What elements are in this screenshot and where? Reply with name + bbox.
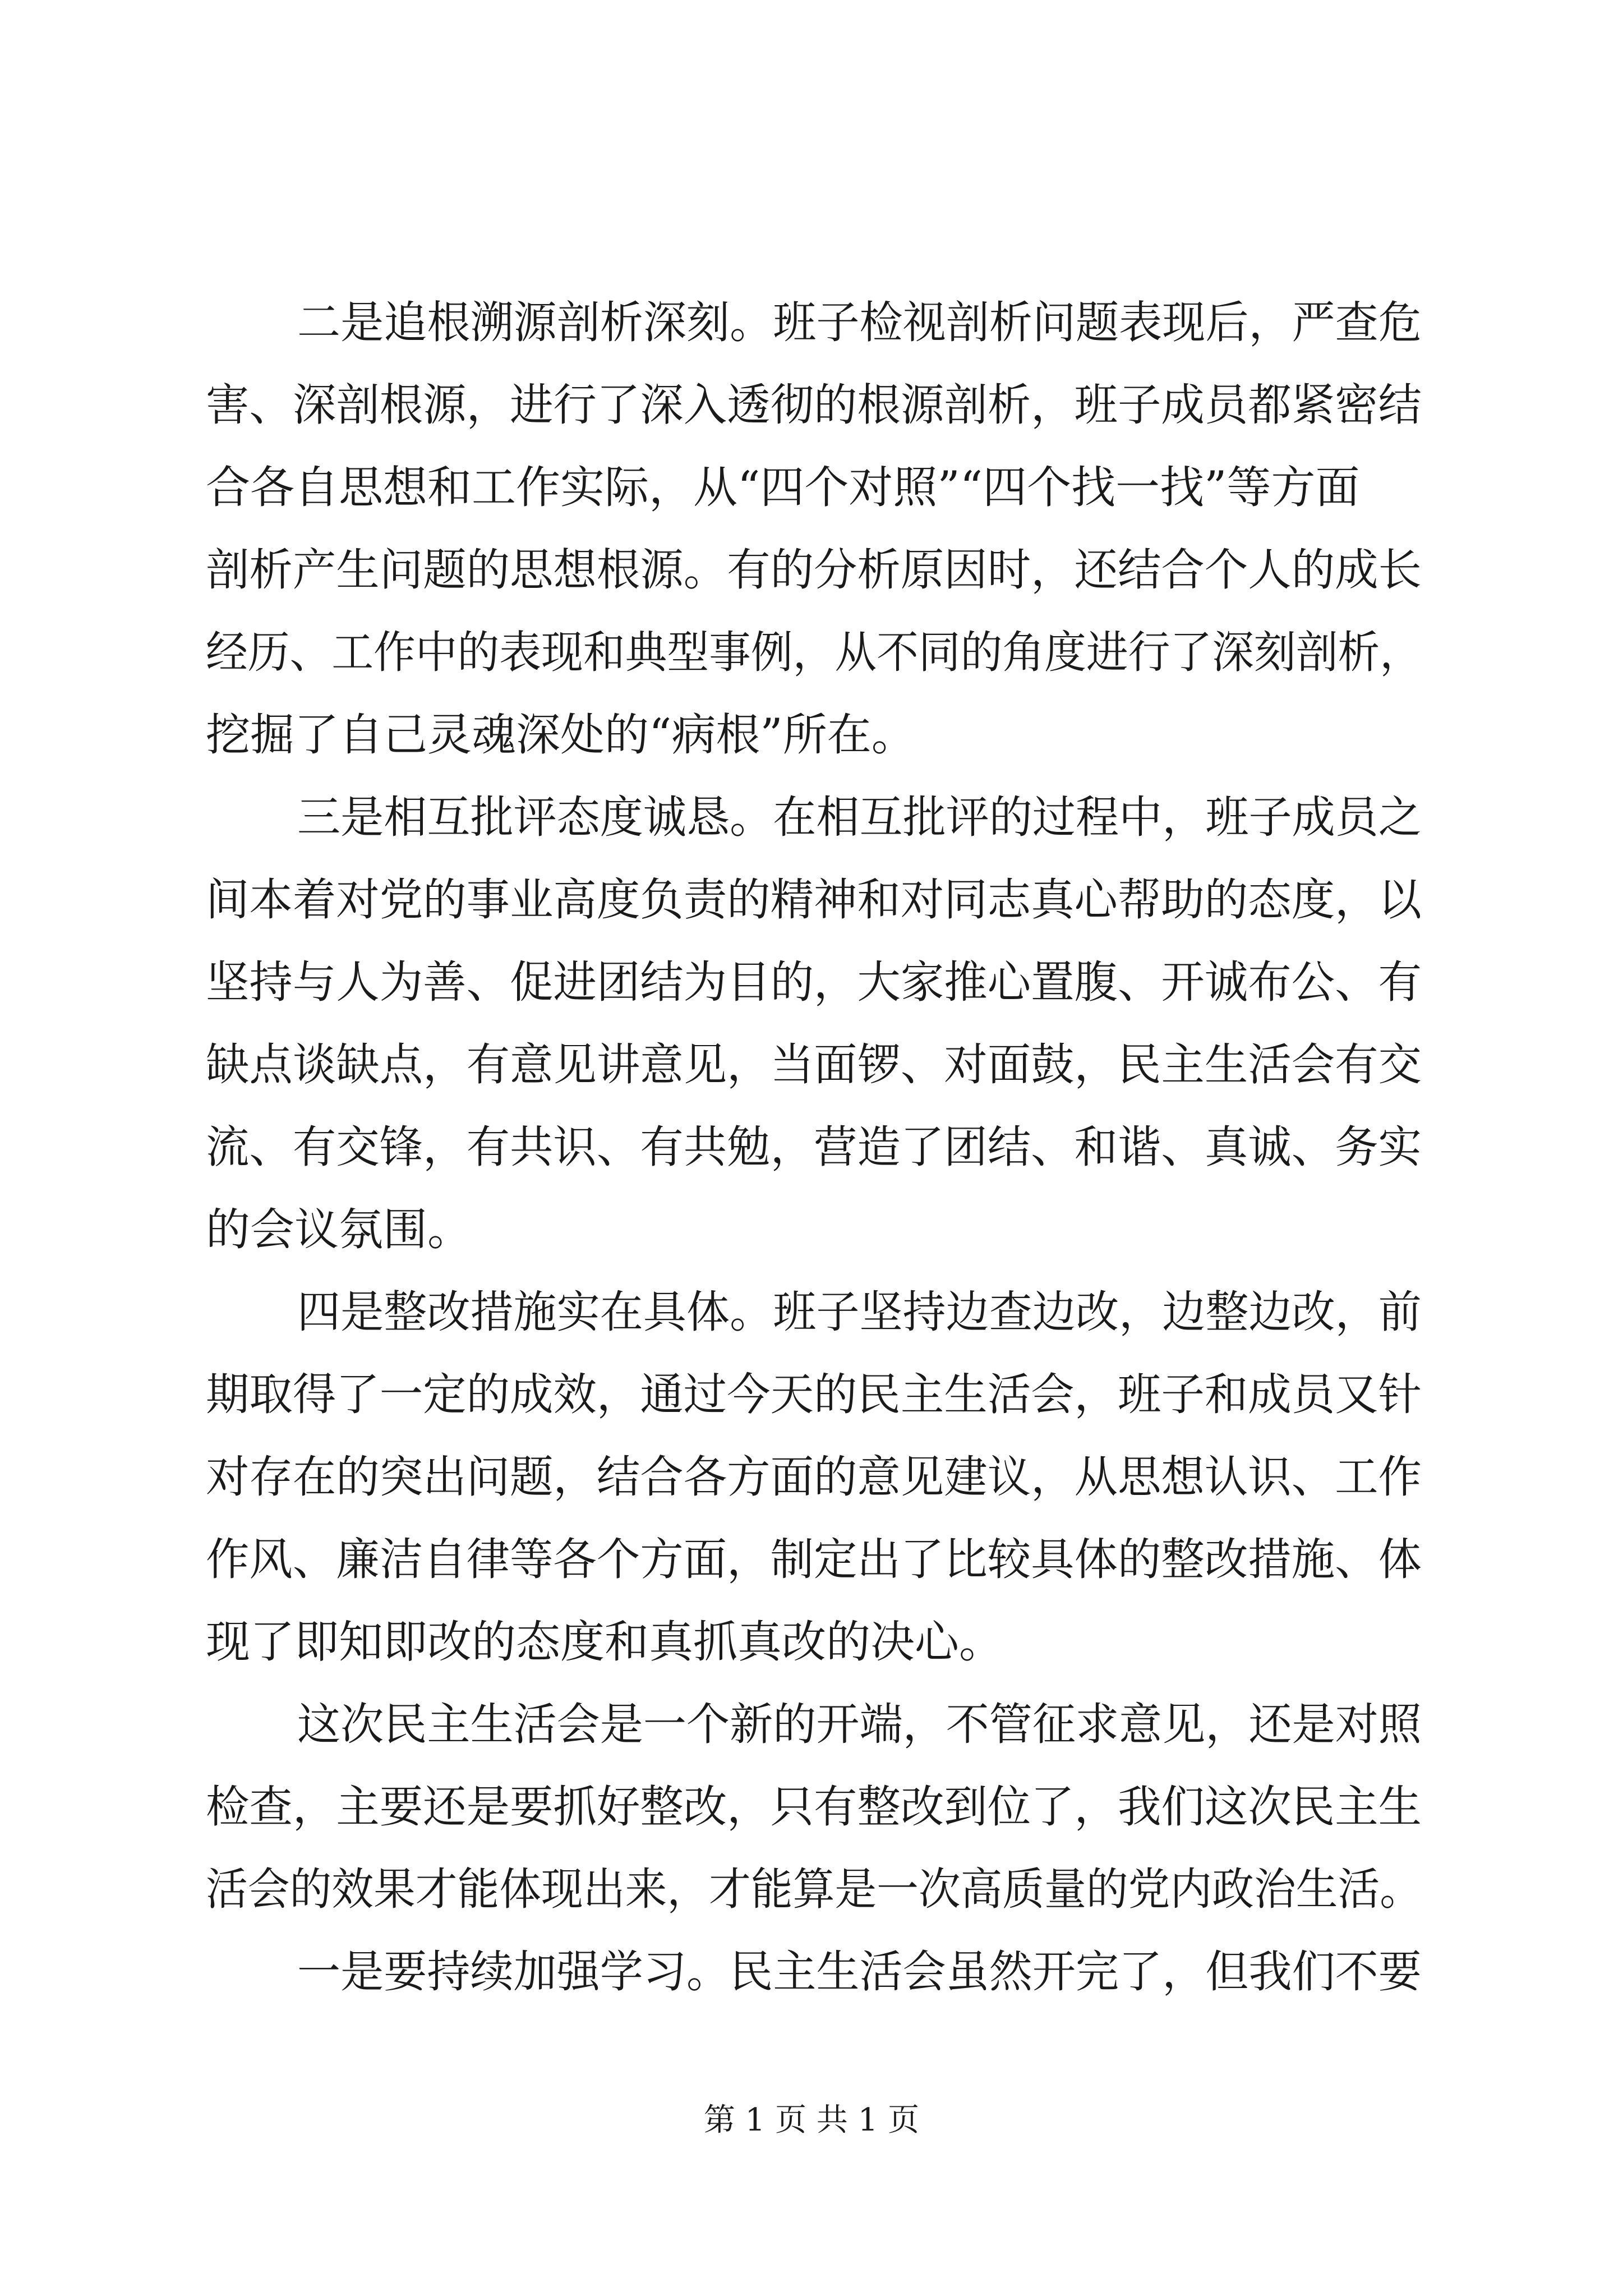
text-line: 流、有交锋，有共识、有共勉，营造了团结、和谐、真诚、务实 [206, 1121, 1422, 1173]
text-line: 二是追根溯源剖析深刻。班子检视剖析问题表现后，严查危 [297, 297, 1422, 348]
text-line: 的会议氛围。 [206, 1204, 472, 1255]
text-line: 间本着对党的事业高度负责的精神和对同志真心帮助的态度，以 [206, 874, 1422, 926]
text-line: 四是整改措施实在具体。班子坚持边查边改，边整边改，前 [297, 1286, 1422, 1338]
text-line: 经历、工作中的表现和典型事例，从不同的角度进行了深刻剖析， [206, 627, 1422, 678]
text-line: 活会的效果才能体现出来，才能算是一次高质量的党内政治生活。 [206, 1864, 1422, 1915]
text-line: 坚持与人为善、促进团结为目的，大家推心置腹、开诚布公、有 [206, 956, 1422, 1008]
text-line: 现了即知即改的态度和真抓真改的决心。 [206, 1616, 1003, 1668]
text-line: 检查，主要还是要抓好整改，只有整改到位了，我们这次民主生 [206, 1781, 1422, 1833]
page-footer [0, 2101, 1623, 2140]
text-line: 合各自思想和工作实际，从“四个对照”“四个找一找”等方面 [206, 462, 1360, 513]
text-line: 这次民主生活会是一个新的开端，不管征求意见，还是对照 [297, 1699, 1422, 1750]
text-line: 三是相互批评态度诚恳。在相互批评的过程中，班子成员之 [297, 792, 1422, 843]
page-number: 第 1 页 共 1 页 [703, 2102, 920, 2138]
text-line: 害、深剖根源，进行了深入透彻的根源剖析，班子成员都紧密结 [206, 379, 1422, 431]
text-line: 一是要持续加强学习。民主生活会虽然开完了，但我们不要 [297, 1946, 1422, 1998]
text-line: 缺点谈缺点，有意见讲意见，当面锣、对面鼓，民主生活会有交 [206, 1039, 1422, 1091]
text-line: 作风、廉洁自律等各个方面，制定出了比较具体的整改措施、体 [206, 1534, 1422, 1585]
text-line: 期取得了一定的成效，通过今天的民主生活会，班子和成员又针 [206, 1369, 1422, 1420]
text-line: 挖掘了自己灵魂深处的“病根”所在。 [206, 709, 916, 761]
text-line: 对存在的突出问题，结合各方面的意见建议，从思想认识、工作 [206, 1451, 1422, 1503]
text-line: 剖析产生问题的思想根源。有的分析原因时，还结合个人的成长 [206, 544, 1422, 596]
